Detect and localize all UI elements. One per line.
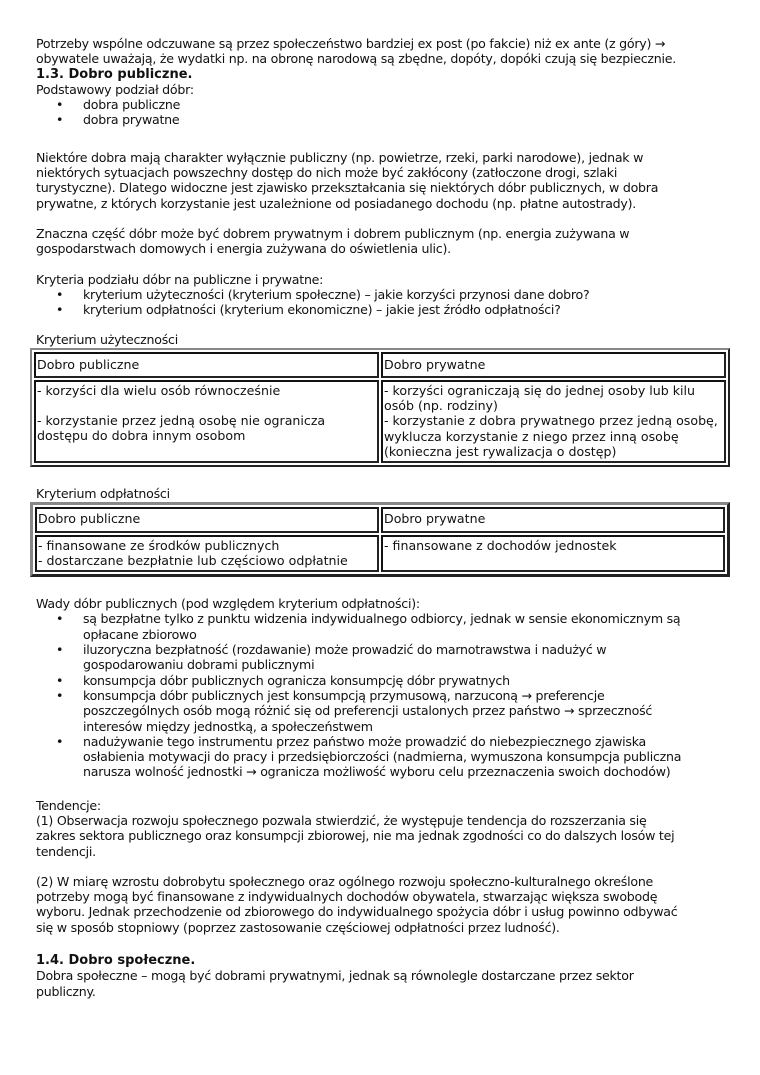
criteria-list — [36, 287, 726, 318]
intro-line: Potrzeby wspólne odczuwane są przez społeczeństwo bardziej ex post (po fakcie) niż ex ante (z góry) → — [36, 36, 666, 51]
list-item: • konsumpcja dóbr publicznych ogranicza konsumpcję dóbr prywatnych — [56, 672, 510, 688]
table-utility — [30, 348, 730, 467]
bullet-icon: • — [56, 112, 64, 128]
table-cell-private: - korzyści ograniczają się do jednej osoby lub kilu osób (np. rodziny) - korzystanie z dobra prywatnego przez jedną osobę, wyklucza korzystanie z niego przez inną osobę (konieczna jest rywalizacja o dostęp) — [381, 380, 726, 463]
table-row — [34, 380, 726, 463]
table-row — [35, 535, 725, 573]
bullet-icon: • — [56, 642, 64, 658]
paragraph-public-goods: Niektóre dobra mają charakter wyłącznie publiczny (np. powietrze, rzeki, parki narodowe), jednak w niektórych sytuacjach powszechny dostęp do nich może być zakłócony (zatłoczone drogi, szlaki turystyczne). Dlatego widoczne jest zjawisko przekształcania się niektórych dóbr publicznych, w dobra prywatne, z których korzystanie jest uzależnione od posiadanego dochodu (np. płatne autostrady). — [36, 149, 659, 211]
table-header-cell: Dobro prywatne — [381, 352, 726, 378]
tendency-paragraph-2: (2) W miarę wzrostu dobrobytu społecznego oraz ogólnego rozwoju społeczno-kulturalnego określone potrzeby mogą być finansowane z indywidualnych dochodów obywatela, stwarzając większa swobodę wyboru. Jednak przechodzenie od zbiorowego do indywidualnego spożycia dóbr i usług powinno odbywać się w sposób stopniowy (poprzez zastosowanie częściowej odpłatności przez ludność). — [36, 873, 678, 935]
bullet-icon: • — [56, 97, 64, 113]
section-heading-1-4: 1.4. Dobro społeczne. — [36, 953, 196, 969]
criteria-label: Kryteria podziału dóbr na publiczne i prywatne: — [36, 271, 324, 287]
table-utility-caption: Kryterium użyteczności — [36, 332, 178, 348]
tendencies-label: Tendencje: — [36, 797, 101, 813]
drawbacks-label: Wady dóbr publicznych (pod względem kryterium odpłatności): — [36, 596, 420, 612]
list-item: • kryterium użyteczności (kryterium społeczne) – jakie korzyści przynosi dane dobro? — [56, 286, 590, 302]
paragraph-social-goods: Dobra społeczne – mogą być dobrami prywatnymi, jednak są równolegle dostarczane przez sektor publiczny. — [36, 968, 634, 999]
tendency-paragraph-1: (1) Obserwacja rozwoju społecznego pozwala stwierdzić, że występuje tendencja do rozszerzania się zakres sektora publicznego oraz konsumpcji zbiorowej, nie ma jednak zgodności co do dalszych losów tej tendencji. — [36, 812, 675, 859]
bullet-icon: • — [56, 733, 64, 749]
section-heading-1-3: 1.3. Dobro publiczne. — [36, 66, 193, 82]
bullet-icon: • — [56, 611, 64, 627]
list-item: • dobra publiczne — [56, 97, 181, 113]
list-item: • są bezpłatne tylko z punktu widzenia indywidualnego odbiorcy, jednak w sensie ekonomicznym są opłacane zbiorowo — [56, 611, 681, 642]
bullet-icon: • — [56, 687, 64, 703]
table-header-cell: Dobro publiczne — [34, 352, 379, 378]
table-cell-public: - korzyści dla wielu osób równocześnie - korzystanie przez jedną osobę nie ogranicza dostępu do dobra innym osobom — [34, 380, 379, 463]
table-cell-public: - finansowane ze środków publicznych - dostarczane bezpłatnie lub częściowo odpłatnie — [35, 535, 379, 573]
list-item: • iluzoryczna bezpłatność (rozdawanie) może prowadzić do marnotrawstwa i nadużyć w gospodarowaniu dobrami publicznymi — [56, 642, 607, 673]
list-item: • nadużywanie tego instrumentu przez państwo może prowadzić do niebezpiecznego zjawiska osłabienia motywacji do pracy i przedsiębiorczości (nadmierna, wymuszona konsumpcja publiczna narusza wolność jednostki → ogranicza możliwość wyboru celu przeznaczenia swoich dochodów) — [56, 733, 682, 780]
table-payment — [30, 502, 730, 578]
bullet-icon: • — [56, 286, 64, 302]
table-header-cell: Dobro prywatne — [381, 507, 725, 533]
table-header-row — [34, 352, 726, 378]
bullet-icon: • — [56, 302, 64, 318]
list-item: • konsumpcja dóbr publicznych jest konsumpcją przymusową, narzuconą → preferencje poszczególnych osób mogą różnić się od preferencji ustalonych przez państwo → sprzeczność interesów między jednostką, a społeczeństwem — [56, 687, 653, 734]
bullet-icon: • — [56, 672, 64, 688]
division-list — [36, 97, 726, 128]
list-item: • kryterium odpłatności (kryterium ekonomiczne) – jakie jest źródło odpłatności? — [56, 302, 561, 318]
paragraph-mixed-goods: Znaczna część dóbr może być dobrem prywatnym i dobrem publicznym (np. energia zużywana w gospodarstwach domowych i energia zużywana do oświetlenia ulic). — [36, 225, 630, 257]
table-payment-caption: Kryterium odpłatności — [36, 486, 170, 502]
intro-paragraph — [36, 36, 726, 67]
division-label: Podstawowy podział dóbr: — [36, 81, 194, 97]
list-item: • dobra prywatne — [56, 112, 180, 128]
table-header-cell: Dobro publiczne — [35, 507, 379, 533]
table-header-row — [35, 507, 725, 533]
drawbacks-list — [36, 611, 726, 779]
intro-line: obywatele uważają, że wydatki np. na obronę narodową są zbędne, dopóty, dopóki czują się bezpiecznie. — [36, 51, 676, 67]
document-page — [36, 36, 726, 999]
table-cell-private: - finansowane z dochodów jednostek — [381, 535, 725, 573]
